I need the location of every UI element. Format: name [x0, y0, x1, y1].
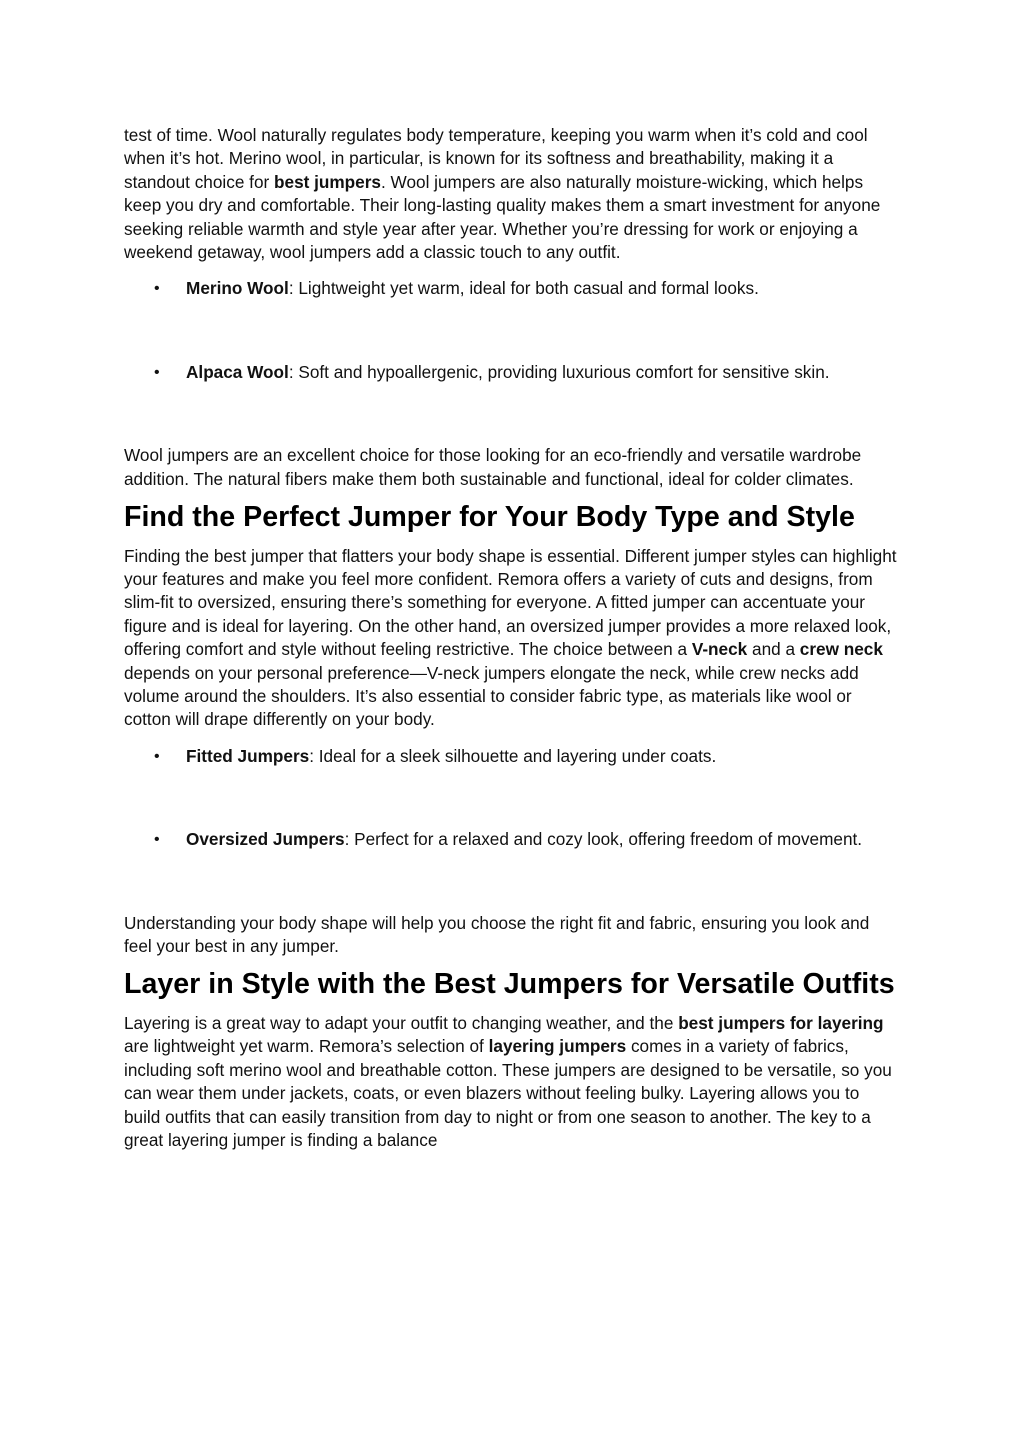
list-item	[124, 277, 900, 300]
bold-v-neck: V-neck	[691, 639, 748, 660]
body-text-2: and a	[747, 639, 800, 660]
list-item-term: Merino Wool	[186, 278, 289, 299]
document-page	[124, 124, 900, 1152]
layering-paragraph	[124, 1012, 900, 1152]
section-heading-body-type: Find the Perfect Jumper for Your Body Type and Style	[124, 501, 855, 534]
wool-list	[124, 277, 900, 384]
list-item	[124, 361, 900, 384]
body-text-3: depends on your personal preference—V-neck jumpers elongate the neck, while crew necks add volume around the shoulders. It’s also essential to consider fabric type, as materials like wool or cotton will drape differently on your body.	[124, 662, 859, 730]
section-heading-layering: Layer in Style with the Best Jumpers for Versatile Outfits	[124, 968, 895, 1001]
body-type-paragraph	[124, 545, 900, 732]
bold-best-jumpers-for-layering: best jumpers for layering	[678, 1012, 884, 1033]
bullet-icon: •	[154, 831, 160, 849]
bold-crew-neck: crew neck	[799, 639, 883, 660]
body-text-1: Finding the best jumper that flatters your body shape is essential. Different jumper styles can highlight your features and make you feel more confident. Remora offers a variety of cuts and designs, from slim-fit to oversized, ensuring there’s something for everyone. A fitted jumper can accentuate your figure and is ideal for layering. On the other hand, an oversized jumper provides a more relaxed look, offering comfort and style without feeling restrictive. The choice between a	[124, 545, 897, 660]
list-item-desc: : Soft and hypoallergenic, providing luxurious comfort for sensitive skin.	[288, 361, 830, 382]
list-item	[124, 745, 900, 768]
body-type-summary-paragraph: Understanding your body shape will help you choose the right fit and fabric, ensuring you look and feel your best in any jumper.	[124, 912, 870, 957]
list-item	[124, 828, 900, 851]
list-item-desc: : Lightweight yet warm, ideal for both casual and formal looks.	[288, 278, 759, 299]
list-item-term: Alpaca Wool	[186, 361, 289, 382]
wool-summary-paragraph: Wool jumpers are an excellent choice for those looking for an eco-friendly and versatile wardrobe addition. The natural fibers make them both sustainable and functional, ideal for colder climates.	[124, 445, 862, 489]
layer-text-1: Layering is a great way to adapt your outfit to changing weather, and the	[124, 1012, 679, 1033]
intro-text-2: . Wool jumpers are also naturally moisture-wicking, which helps keep you dry and comfortable. Their long-lasting quality makes them a smart investment for anyone seeking reliable warmth and style year after year. Whether you’re dressing for work or enjoying a weekend getaway, wool jumpers add a classic touch to any outfit.	[124, 171, 881, 263]
jumper-fit-list	[124, 745, 900, 852]
list-item-term: Oversized Jumpers	[186, 829, 345, 850]
bullet-icon: •	[154, 363, 160, 381]
intro-bold-best-jumpers: best jumpers	[274, 171, 381, 192]
bold-layering-jumpers: layering jumpers	[488, 1036, 627, 1057]
bullet-icon: •	[154, 747, 160, 765]
intro-text-1: test of time. Wool naturally regulates body temperature, keeping you warm when it’s cold and cool when it’s hot. Merino wool, in particular, is known for its softness and breathability, making it a standout choice for	[124, 125, 868, 192]
list-item-desc: : Ideal for a sleek silhouette and layering under coats.	[309, 745, 717, 766]
intro-paragraph	[124, 124, 900, 264]
list-item-desc: : Perfect for a relaxed and cozy look, offering freedom of movement.	[344, 829, 863, 850]
layer-text-3: comes in a variety of fabrics, including soft merino wool and breathable cotton. These jumpers are designed to be versatile, so you can wear them under jackets, coats, or even blazers without feeling bulky. Layering allows you to build outfits that can easily transition from day to night or from one season to another. The key to a great layering jumper is finding a balance	[124, 1036, 892, 1150]
bullet-icon: •	[154, 280, 160, 298]
list-item-term: Fitted Jumpers	[186, 745, 310, 766]
layer-text-2: are lightweight yet warm. Remora’s selection of	[124, 1036, 489, 1057]
